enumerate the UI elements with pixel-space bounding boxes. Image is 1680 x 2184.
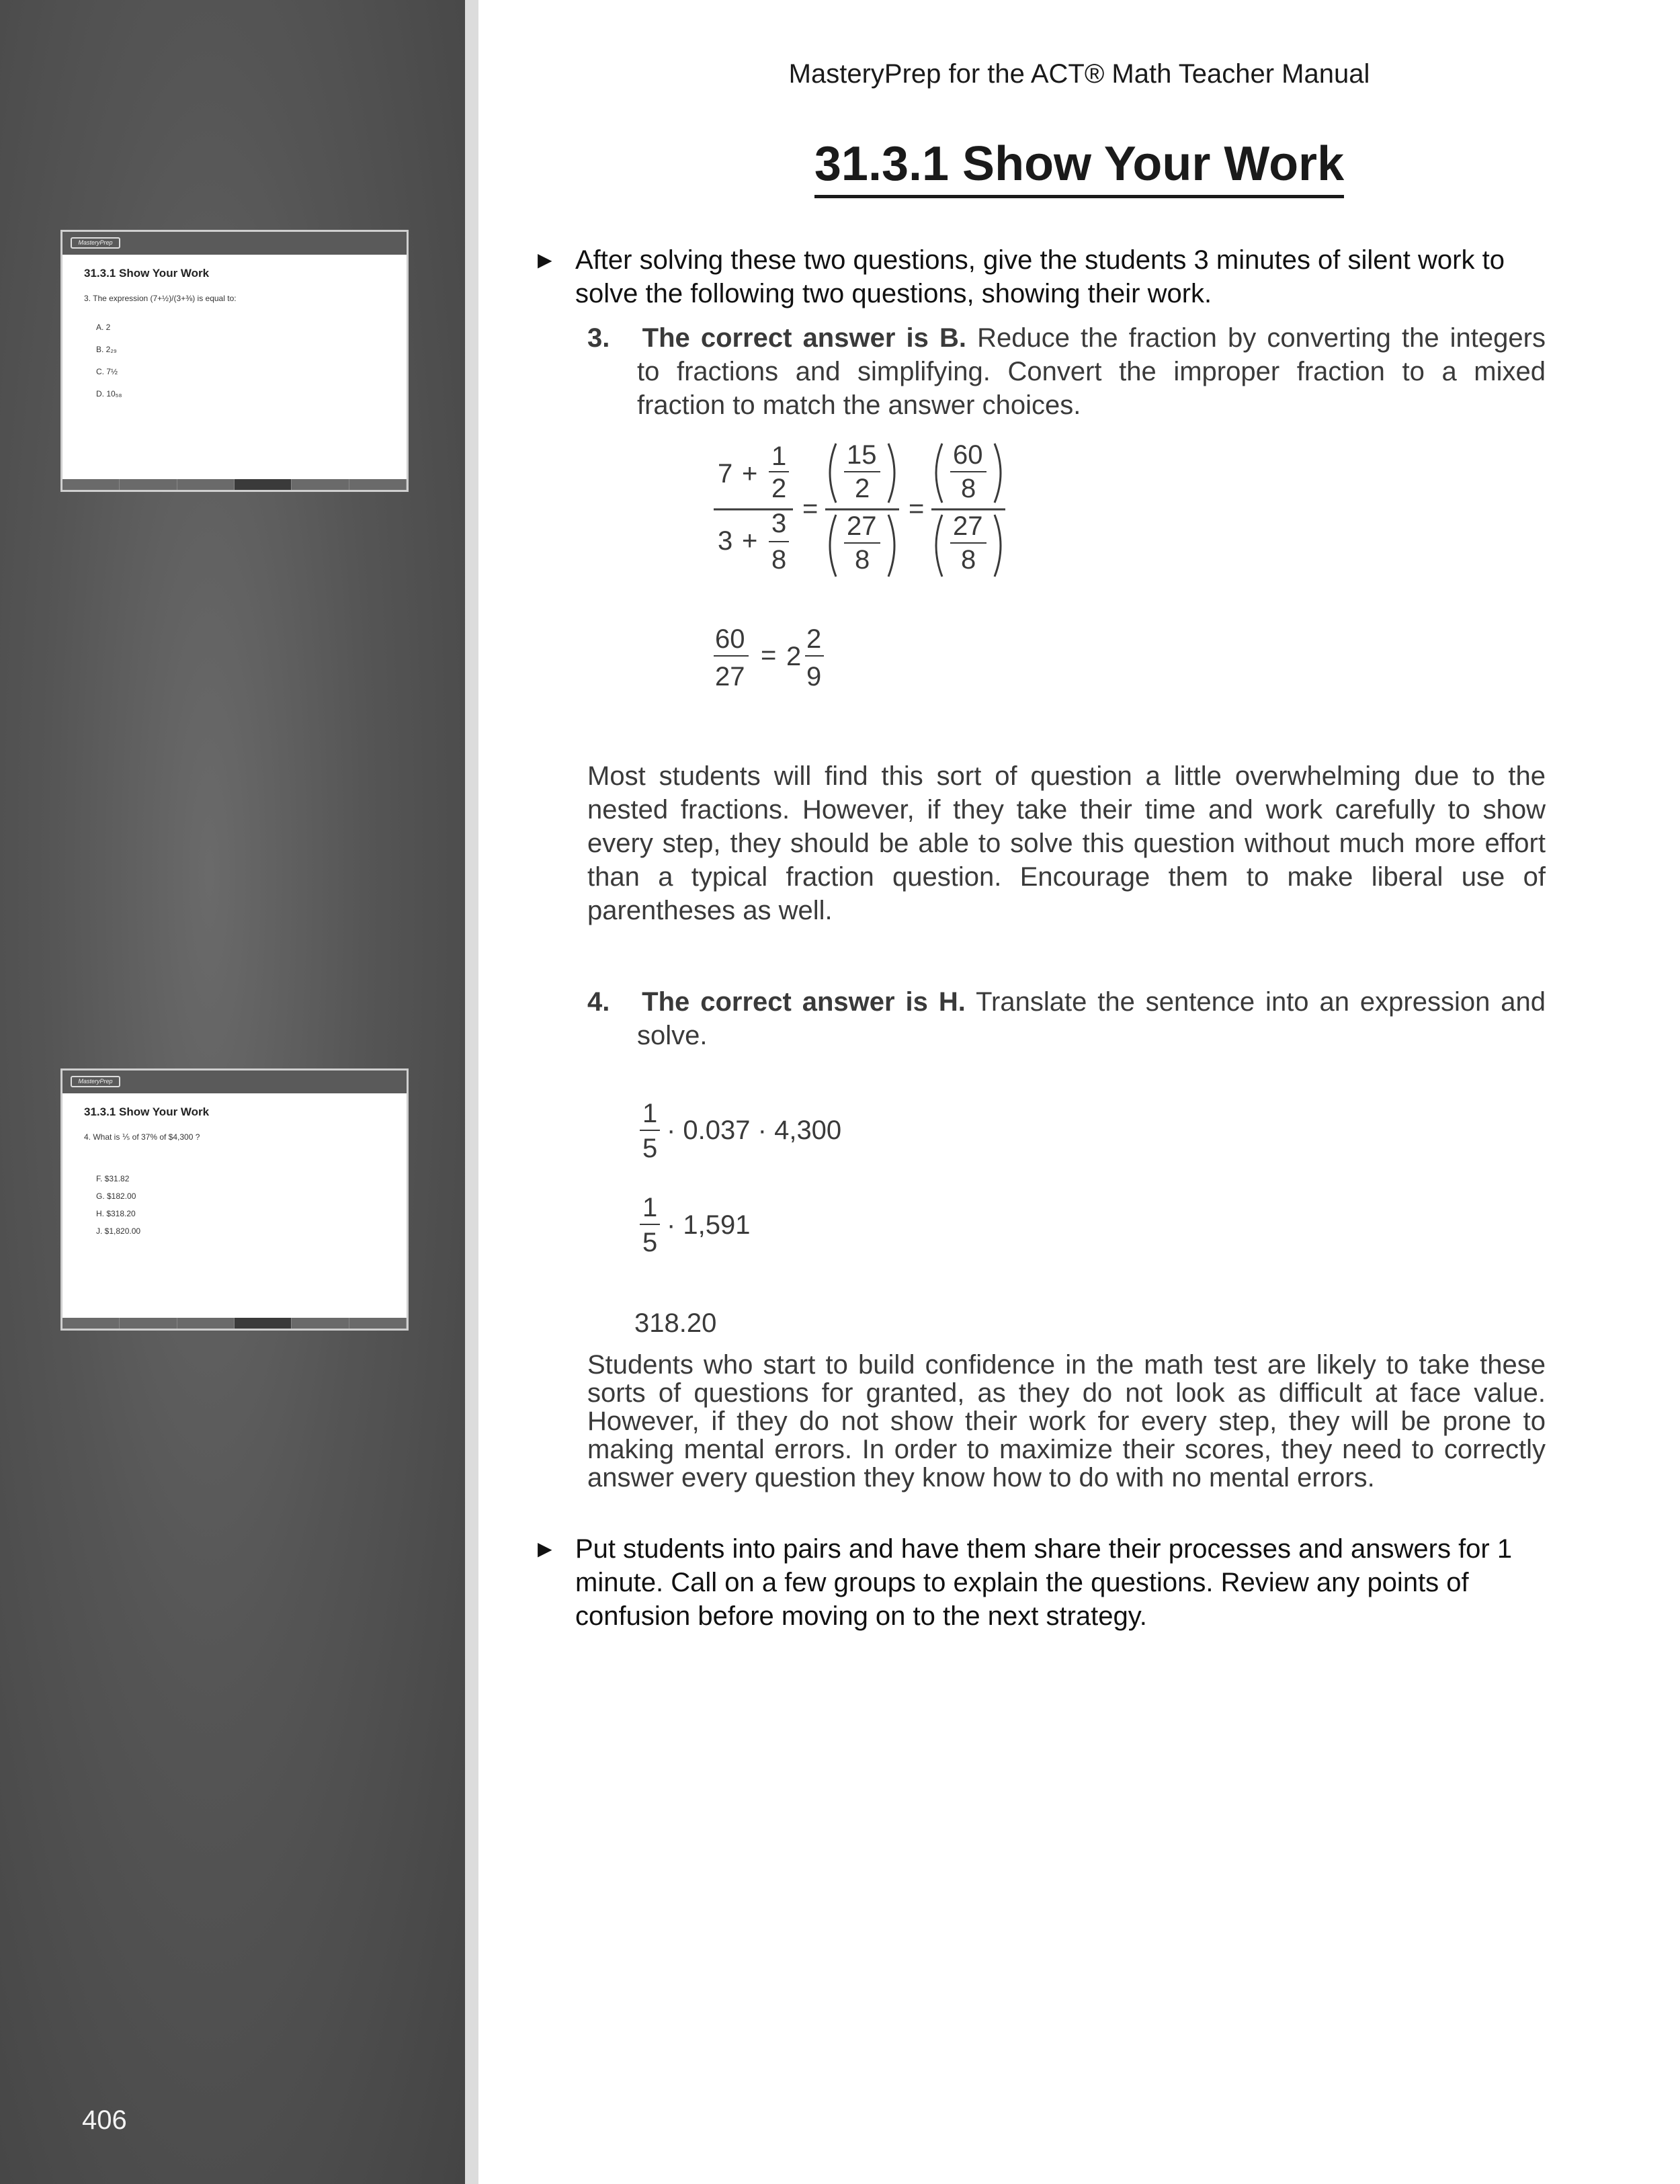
running-header: MasteryPrep for the ACT® Math Teacher Manual bbox=[788, 59, 1370, 89]
q3-commentary: Most students will find this sort of question a little overwhelming due to the nested fractions. However, if they take their time and work carefully to show every step, they should be able to solve this question without much more effort than a typical fraction question. Encourage them to make liberal use of parentheses as well. bbox=[587, 761, 1546, 925]
page-title: 31.3.1 Show Your Work bbox=[814, 134, 1344, 198]
math-eight: 8 bbox=[961, 474, 976, 503]
math-eight: 8 bbox=[961, 545, 976, 575]
math-fifteen: 15 bbox=[847, 440, 877, 470]
sidebar-chalkboard bbox=[0, 0, 465, 2184]
q3-answer: The correct answer is B. bbox=[642, 323, 966, 353]
math-plus: + bbox=[742, 526, 758, 556]
math-left-paren bbox=[936, 515, 942, 577]
slide-nav-bar bbox=[62, 479, 407, 490]
slide-option: C. 7½ bbox=[96, 367, 118, 376]
slide-title: 31.3.1 Show Your Work bbox=[84, 1105, 210, 1118]
math-left-paren bbox=[830, 515, 836, 577]
math-eight: 8 bbox=[771, 545, 787, 575]
q3-explanation bbox=[587, 321, 1546, 422]
slide-logo: MasteryPrep bbox=[71, 1076, 120, 1087]
slide-option: A. 2 bbox=[96, 323, 111, 332]
q4-steps bbox=[632, 1095, 968, 1364]
math-equals: = bbox=[761, 640, 777, 670]
math-twentyseven: 27 bbox=[715, 662, 745, 691]
slide-topbar bbox=[62, 1070, 407, 1093]
q4-explanation-line: solve. bbox=[637, 1021, 708, 1050]
math-mixed-denominator: 9 bbox=[806, 662, 822, 691]
math-right-paren bbox=[888, 515, 894, 577]
math-three: 3 bbox=[718, 526, 733, 556]
q3-number: 3. bbox=[587, 323, 610, 353]
page-number: 406 bbox=[82, 2105, 127, 2135]
slide-thumbnail-q3 bbox=[60, 230, 409, 492]
step2-expression: · 1,591 bbox=[667, 1210, 751, 1240]
math-equals: = bbox=[909, 494, 925, 523]
math-three: 3 bbox=[771, 509, 787, 538]
q4-explanation-line: Translate the sentence into an expression and bbox=[976, 987, 1546, 1017]
slide-option: D. 10₅₈ bbox=[96, 389, 122, 398]
q4-explanation bbox=[587, 985, 1546, 1052]
math-mixed-numerator: 2 bbox=[806, 624, 822, 654]
slide-question: 3. The expression (7+½)/(3+⅜) is equal to: bbox=[84, 294, 237, 303]
q3-explanation-line: fraction to match the answer choices. bbox=[637, 390, 1081, 420]
math-seven: 7 bbox=[718, 459, 733, 489]
step1-expression: · 0.037 · 4,300 bbox=[667, 1116, 842, 1145]
math-twentyseven: 27 bbox=[847, 511, 877, 541]
math-plus: + bbox=[742, 459, 758, 489]
math-sixty: 60 bbox=[953, 440, 983, 470]
slide-title: 31.3.1 Show Your Work bbox=[84, 267, 210, 280]
slide-option: G. $182.00 bbox=[96, 1191, 136, 1201]
math-sixty: 60 bbox=[715, 624, 745, 654]
q3-nested-fraction-equation bbox=[699, 430, 1035, 712]
q3-explanation-line: to fractions and simplifying. Convert the improper fraction to a mixed bbox=[637, 357, 1546, 386]
q4-commentary: Students who start to build confidence in the math test are likely to take these sorts of questions for granted, as they do not look as difficult at face value. However, if they do not show their work for every step, they will be prone to making mental errors. In order to maximize their scores, they need to correctly answer every question they know how to do with no mental errors. bbox=[587, 1350, 1546, 1493]
slide-option: F. $31.82 bbox=[96, 1174, 130, 1183]
math-right-paren bbox=[888, 444, 894, 503]
math-one: 1 bbox=[771, 442, 787, 471]
math-two: 2 bbox=[771, 474, 787, 503]
slide-nav-bar bbox=[62, 1318, 407, 1329]
math-twentyseven: 27 bbox=[953, 511, 983, 541]
q3-explanation-line: Reduce the fraction by converting the integers bbox=[977, 323, 1546, 353]
slide-options bbox=[96, 1170, 140, 1240]
math-right-paren bbox=[995, 444, 1001, 503]
bullet-text: Put students into pairs and have them share their processes and answers for 1 minute. Call on a few groups to explain the questions. Review any points of confusion before moving on to the next strategy. bbox=[575, 1534, 1513, 1631]
step1-numerator: 1 bbox=[642, 1099, 658, 1128]
math-equals: = bbox=[802, 494, 818, 523]
q4-number: 4. bbox=[587, 987, 610, 1017]
math-left-paren bbox=[830, 444, 836, 503]
slide-logo: MasteryPrep bbox=[71, 237, 120, 249]
math-eight: 8 bbox=[855, 545, 870, 575]
bullet-arrow-icon: ▶ bbox=[538, 249, 552, 270]
q4-result: 318.20 bbox=[634, 1308, 717, 1338]
q4-answer: The correct answer is H. bbox=[642, 987, 966, 1017]
slide-options bbox=[96, 317, 122, 405]
step1-denominator: 5 bbox=[642, 1134, 658, 1163]
slide-question: 4. What is ⅕ of 37% of $4,300 ? bbox=[84, 1132, 200, 1142]
slide-topbar bbox=[62, 232, 407, 255]
bullet-text: After solving these two questions, give the students 3 minutes of silent work to solve the following two questions, showing their work. bbox=[575, 245, 1505, 308]
step2-denominator: 5 bbox=[642, 1228, 658, 1257]
math-mixed-whole: 2 bbox=[786, 642, 802, 671]
step2-numerator: 1 bbox=[642, 1193, 658, 1222]
math-left-paren bbox=[936, 444, 942, 503]
math-right-paren bbox=[995, 515, 1001, 577]
intro-bullet bbox=[538, 243, 1559, 310]
slide-option: J. $1,820.00 bbox=[96, 1226, 141, 1236]
slide-option: H. $318.20 bbox=[96, 1209, 136, 1218]
math-two: 2 bbox=[855, 474, 870, 503]
bullet-arrow-icon: ▶ bbox=[538, 1538, 552, 1559]
slide-option: B. 2₂₉ bbox=[96, 345, 117, 354]
sidebar-edge bbox=[465, 0, 478, 2184]
closing-bullet bbox=[538, 1532, 1559, 1633]
slide-thumbnail-q4 bbox=[60, 1068, 409, 1331]
